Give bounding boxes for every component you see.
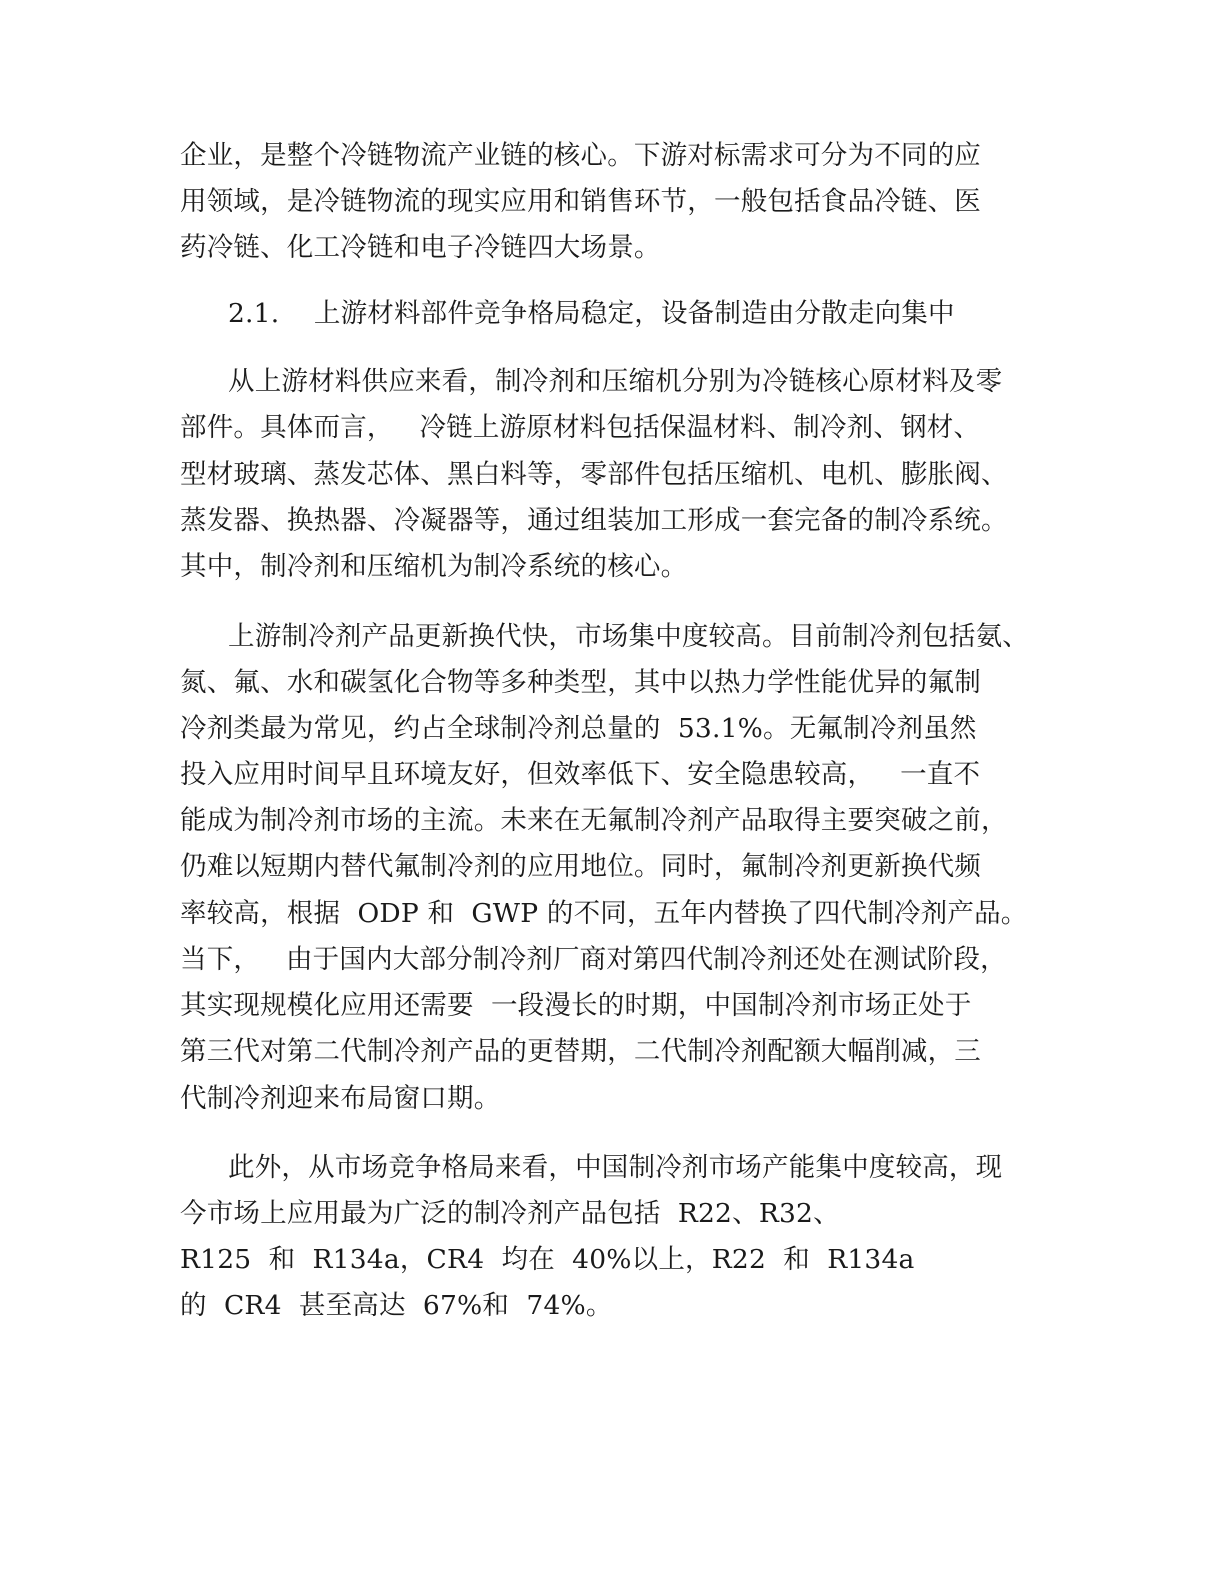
paragraph-line: 率较高，根据 ODP 和 GWP 的不同，五年内替换了四代制冷剂产品。 [180,898,1028,929]
paragraph-line: 今市场上应用最为广泛的制冷剂产品包括 R22、R32、 [180,1198,840,1229]
paragraph-line: 药冷链、化工冷链和电子冷链四大场景。 [180,232,661,263]
paragraph-line: 其实现规模化应用还需要 一段漫长的时期，中国制冷剂市场正处于 [180,990,972,1021]
paragraph-line: 投入应用时间早且环境友好，但效率低下、安全隐患较高， 一直不 [180,759,981,790]
paragraph-line: 的 CR4 甚至高达 67%和 74%。 [180,1290,613,1321]
paragraph-line: 当下， 由于国内大部分制冷剂厂商对第四代制冷剂还处在测试阶段， [180,944,1007,975]
paragraph-line: 企业，是整个冷链物流产业链的核心。下游对标需求可分为不同的应 [180,140,981,171]
paragraph-line: 型材玻璃、蒸发芯体、黑白料等，零部件包括压缩机、电机、膨胀阀、 [180,459,1008,490]
paragraph-line: 从上游材料供应来看，制冷剂和压缩机分别为冷链核心原材料及零 [228,366,1003,397]
section-number: 2.1. [228,298,280,329]
paragraph-line: 上游制冷剂产品更新换代快，市场集中度较高。目前制冷剂包括氨、 [228,621,1029,652]
section-heading [228,297,955,331]
paragraph-line: 蒸发器、换热器、冷凝器等，通过组装加工形成一套完备的制冷系统。 [180,505,1008,536]
paragraph-line: 仍难以短期内替代氟制冷剂的应用地位。同时，氟制冷剂更新换代频 [180,851,981,882]
paragraph-line: 能成为制冷剂市场的主流。未来在无氟制冷剂产品取得主要突破之前， [180,805,1008,836]
paragraph-line: 代制冷剂迎来布局窗口期。 [180,1083,501,1114]
section-title: 上游材料部件竞争格局稳定，设备制造由分散走向集中 [313,298,955,329]
paragraph-line: 冷剂类最为常见，约占全球制冷剂总量的 53.1%。无氟制冷剂虽然 [180,713,977,744]
paragraph-line: 用领域，是冷链物流的现实应用和销售环节，一般包括食品冷链、医 [180,186,981,217]
paragraph-line: R125 和 R134a，CR4 均在 40%以上，R22 和 R134a [180,1244,915,1275]
paragraph-line: 氮、氟、水和碳氢化合物等多种类型，其中以热力学性能优异的氟制 [180,667,981,698]
paragraph-line: 部件。具体而言， 冷链上游原材料包括保温材料、制冷剂、钢材、 [180,412,981,443]
paragraph-line: 此外，从市场竞争格局来看，中国制冷剂市场产能集中度较高，现 [228,1152,1003,1183]
paragraph-line: 其中，制冷剂和压缩机为制冷系统的核心。 [180,551,688,582]
paragraph-line: 第三代对第二代制冷剂产品的更替期，二代制冷剂配额大幅削减，三 [180,1036,981,1067]
